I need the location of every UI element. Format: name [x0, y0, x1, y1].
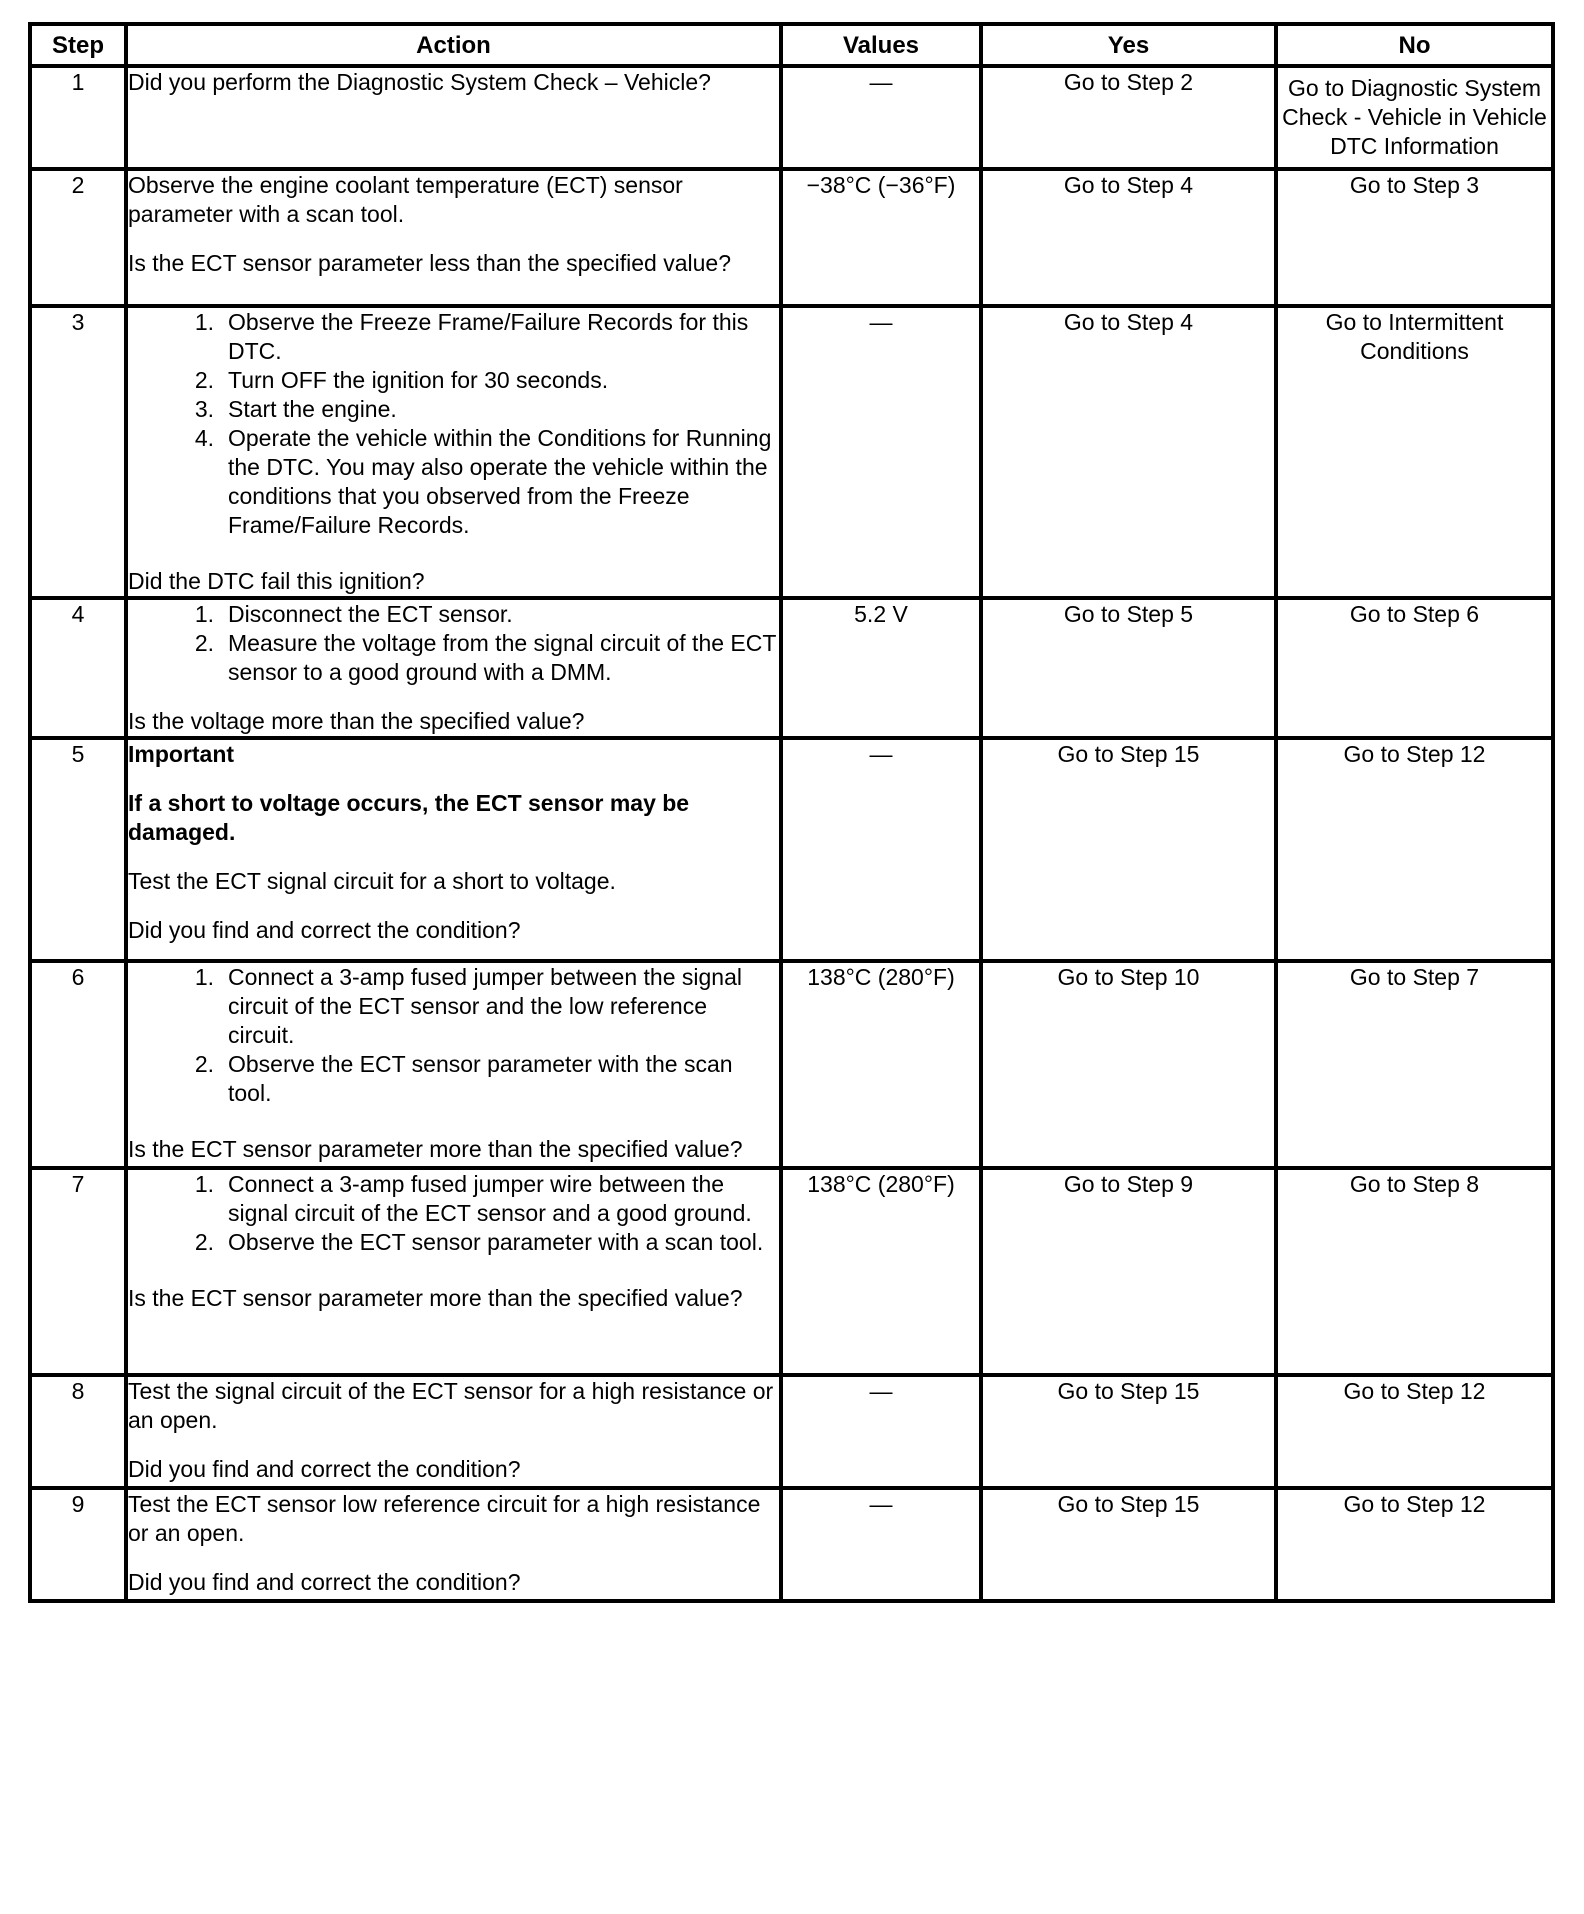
action-question: Is the ECT sensor parameter less than the specified value? — [128, 250, 732, 276]
diagnostic-table — [28, 22, 1555, 1603]
header-step: Step — [30, 24, 126, 66]
yes-cell: Go to Step 4 — [981, 306, 1276, 598]
action-question: Did the DTC fail this ignition? — [128, 568, 425, 594]
yes-cell: Go to Step 4 — [981, 169, 1276, 306]
table-row — [30, 1168, 1553, 1375]
header-no: No — [1276, 24, 1553, 66]
header-action: Action — [126, 24, 781, 66]
action-cell — [126, 738, 781, 961]
action-question: Did you find and correct the condition? — [128, 1456, 521, 1482]
action-step-item: 1. Connect a 3-amp fused jumper wire between the signal circuit of the ECT sensor and a good ground. — [194, 1171, 752, 1226]
header-values: Values — [781, 24, 981, 66]
table-row — [30, 306, 1553, 598]
yes-cell: Go to Step 5 — [981, 598, 1276, 738]
step-number: 1 — [30, 66, 126, 169]
header-yes: Yes — [981, 24, 1276, 66]
important-text: If a short to voltage occurs, the ECT sensor may be damaged. — [128, 790, 690, 845]
table-row — [30, 598, 1553, 738]
table-row — [30, 961, 1553, 1168]
action-question: Did you find and correct the condition? — [128, 917, 521, 943]
action-step-item: 2. Observe the ECT sensor parameter with the scan tool. — [194, 1051, 733, 1106]
action-steps-list — [128, 1170, 779, 1257]
no-cell: Go to Step 3 — [1276, 169, 1553, 306]
action-steps-list — [128, 963, 779, 1108]
action-question: Is the voltage more than the specified value? — [128, 708, 585, 734]
step-number: 3 — [30, 306, 126, 598]
action-step-item: 1. Observe the Freeze Frame/Failure Records for this DTC. — [194, 309, 749, 364]
no-link-text: Go to Diagnostic System Check - Vehicle in Vehicle DTC Information — [1282, 75, 1547, 159]
action-step-item: 3. Start the engine. — [194, 396, 397, 422]
value-cell: 138°C (280°F) — [781, 1168, 981, 1375]
value-cell: — — [781, 1375, 981, 1488]
action-steps-list — [128, 600, 779, 687]
action-cell — [126, 1488, 781, 1601]
table-row — [30, 1375, 1553, 1488]
action-cell — [126, 1168, 781, 1375]
table-row — [30, 169, 1553, 306]
yes-cell: Go to Step 15 — [981, 738, 1276, 961]
value-cell: — — [781, 738, 981, 961]
action-step-item: 4. Operate the vehicle within the Conditions for Running the DTC. You may also operate the vehicle within the conditions that you observed from the Freeze Frame/Failure Records. — [194, 425, 772, 538]
action-text: Test the signal circuit of the ECT sensor for a high resistance or an open. — [128, 1378, 774, 1433]
no-cell: Go to Step 12 — [1276, 1488, 1553, 1601]
step-number: 9 — [30, 1488, 126, 1601]
important-label: Important — [128, 741, 235, 767]
action-question: Is the ECT sensor parameter more than the specified value? — [128, 1136, 743, 1162]
value-cell: 138°C (280°F) — [781, 961, 981, 1168]
value-cell: −38°C (−36°F) — [781, 169, 981, 306]
action-cell — [126, 66, 781, 169]
value-cell: — — [781, 1488, 981, 1601]
step-number: 7 — [30, 1168, 126, 1375]
step-number: 4 — [30, 598, 126, 738]
action-cell — [126, 306, 781, 598]
no-cell: Go to Step 12 — [1276, 738, 1553, 961]
action-text: Observe the engine coolant temperature (ECT) sensor parameter with a scan tool. — [128, 172, 683, 227]
yes-cell: Go to Step 9 — [981, 1168, 1276, 1375]
action-text: Did you perform the Diagnostic System Check – Vehicle? — [128, 69, 711, 95]
action-steps-list — [128, 308, 779, 540]
action-cell — [126, 961, 781, 1168]
table-row — [30, 1488, 1553, 1601]
no-cell: Go to Step 6 — [1276, 598, 1553, 738]
no-cell: Go to Step 7 — [1276, 961, 1553, 1168]
action-text: Test the ECT signal circuit for a short to voltage. — [128, 868, 616, 894]
action-step-item: 1. Disconnect the ECT sensor. — [194, 601, 513, 627]
action-question: Is the ECT sensor parameter more than the specified value? — [128, 1285, 743, 1311]
action-question: Did you find and correct the condition? — [128, 1569, 521, 1595]
no-cell — [1276, 306, 1553, 598]
yes-cell: Go to Step 10 — [981, 961, 1276, 1168]
action-step-item: 2. Measure the voltage from the signal circuit of the ECT sensor to a good ground with a DMM. — [194, 630, 777, 685]
step-number: 2 — [30, 169, 126, 306]
table-row — [30, 738, 1553, 961]
table-row — [30, 66, 1553, 169]
no-cell: Go to Step 8 — [1276, 1168, 1553, 1375]
value-cell: — — [781, 66, 981, 169]
no-cell: Go to Step 12 — [1276, 1375, 1553, 1488]
yes-cell: Go to Step 2 — [981, 66, 1276, 169]
step-number: 6 — [30, 961, 126, 1168]
header-row — [30, 24, 1553, 66]
no-link-text: Go to Intermittent Conditions — [1325, 309, 1504, 364]
yes-cell: Go to Step 15 — [981, 1375, 1276, 1488]
step-number: 8 — [30, 1375, 126, 1488]
value-cell: — — [781, 306, 981, 598]
no-cell — [1276, 66, 1553, 169]
yes-cell: Go to Step 15 — [981, 1488, 1276, 1601]
step-number: 5 — [30, 738, 126, 961]
action-cell — [126, 169, 781, 306]
action-step-item: 1. Connect a 3-amp fused jumper between the signal circuit of the ECT sensor and the low reference circuit. — [194, 964, 742, 1048]
value-cell: 5.2 V — [781, 598, 981, 738]
action-text: Test the ECT sensor low reference circuit for a high resistance or an open. — [128, 1491, 761, 1546]
action-cell — [126, 1375, 781, 1488]
action-cell — [126, 598, 781, 738]
action-step-item: 2. Turn OFF the ignition for 30 seconds. — [194, 367, 609, 393]
action-step-item: 2. Observe the ECT sensor parameter with a scan tool. — [194, 1229, 764, 1255]
